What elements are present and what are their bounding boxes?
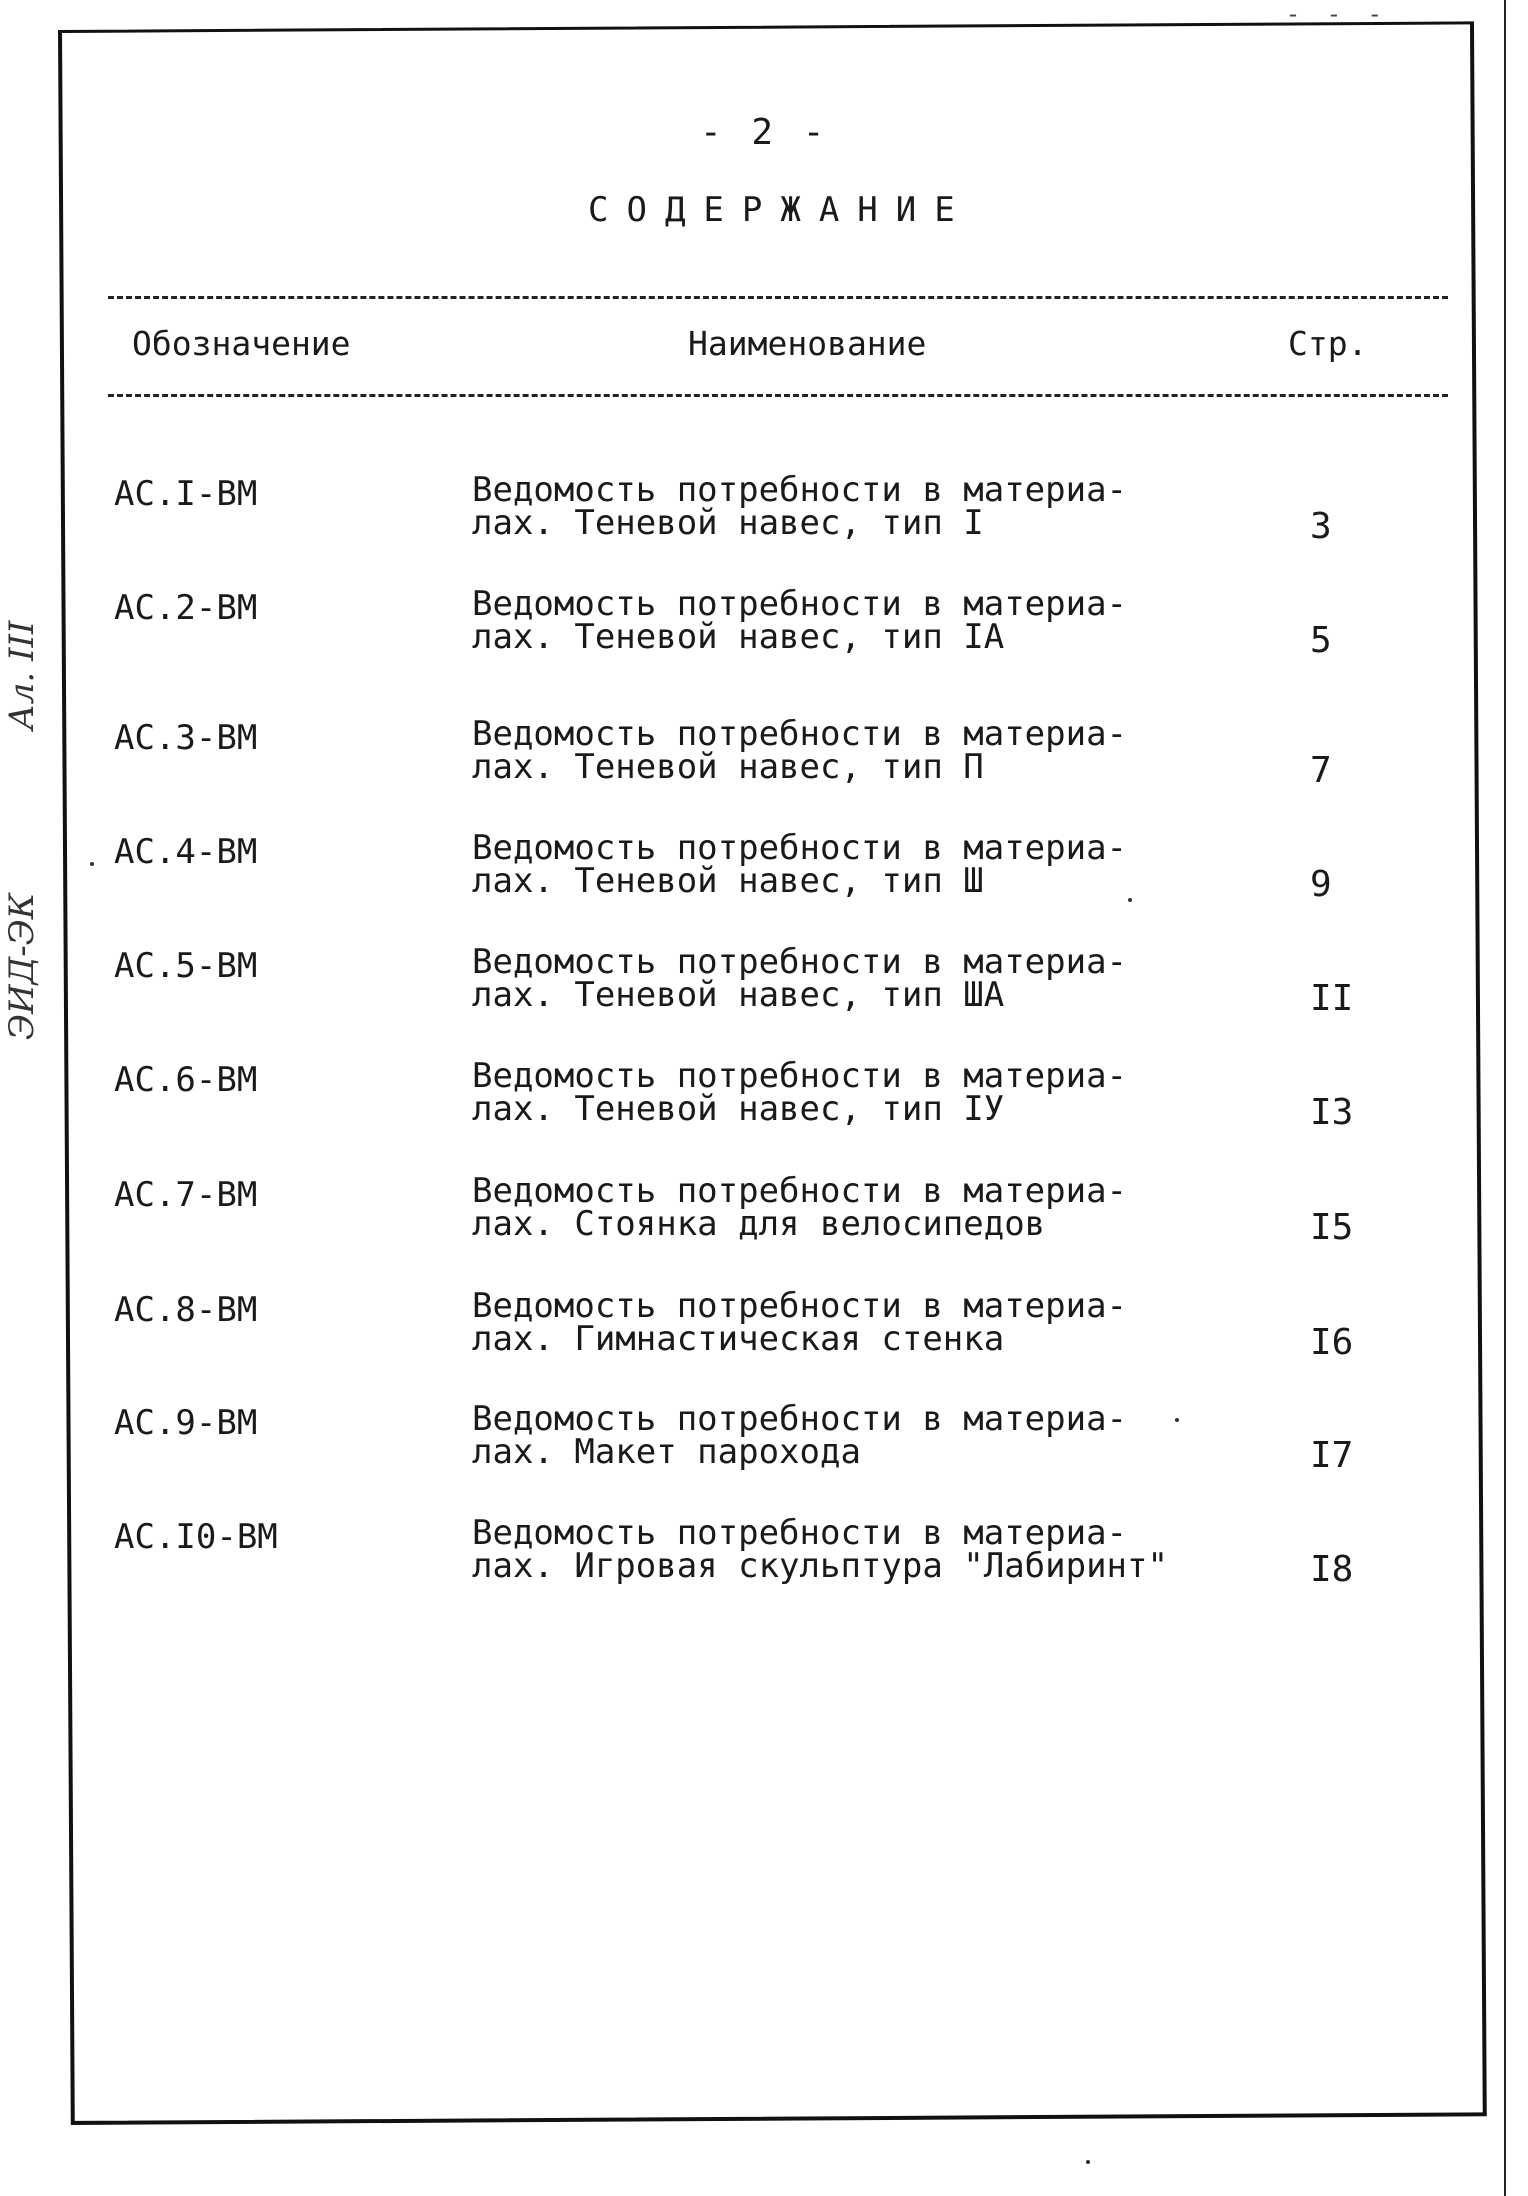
toc-code: АС.2-ВМ xyxy=(114,588,258,628)
toc-row xyxy=(0,1399,1528,1493)
scan-speck xyxy=(1175,1418,1179,1422)
toc-page: I8 xyxy=(1310,1549,1354,1590)
toc-code: АС.6-ВМ xyxy=(114,1060,258,1100)
toc-row xyxy=(0,584,1528,678)
toc-row xyxy=(0,714,1528,808)
toc-page: II xyxy=(1310,978,1354,1019)
toc-row xyxy=(0,828,1528,922)
toc-page: I6 xyxy=(1310,1322,1354,1363)
header-page: Стр. xyxy=(1288,324,1368,363)
toc-code: АС.I0-ВМ xyxy=(114,1517,278,1557)
header-bottom-divider xyxy=(108,394,1448,397)
toc-row xyxy=(0,1513,1528,1607)
toc-page: 3 xyxy=(1310,506,1332,547)
toc-name: Ведомость потребности в материа- лах. Макет парохода xyxy=(472,1399,1128,1472)
toc-page: I7 xyxy=(1310,1435,1354,1476)
toc-name: Ведомость потребности в материа- лах. Теневой навес, тип I xyxy=(472,470,1128,543)
toc-name: Ведомость потребности в материа- лах. Теневой навес, тип IУ xyxy=(472,1056,1128,1129)
toc-name: Ведомость потребности в материа- лах. Гимнастическая стенка xyxy=(472,1286,1128,1359)
toc-page: I5 xyxy=(1310,1207,1354,1248)
toc-name: Ведомость потребности в материа- лах. Стоянка для велосипедов xyxy=(472,1171,1128,1244)
margin-note-top: Ал. III xyxy=(2,620,42,730)
toc-page: I3 xyxy=(1310,1092,1354,1133)
scan-speck xyxy=(1128,898,1132,902)
page-title: СОДЕРЖАНИЕ xyxy=(588,190,973,230)
toc-code: АС.I-ВМ xyxy=(114,474,258,514)
toc-name: Ведомость потребности в материа- лах. Теневой навес, тип IА xyxy=(472,584,1128,657)
toc-page: 9 xyxy=(1310,864,1332,905)
toc-page: 5 xyxy=(1310,620,1332,661)
scan-speck xyxy=(90,862,94,866)
toc-name: Ведомость потребности в материа- лах. Игровая скульптура "Лабиринт" xyxy=(472,1513,1168,1586)
header-code: Обозначение xyxy=(132,324,351,363)
toc-code: АС.3-ВМ xyxy=(114,718,258,758)
margin-note-bottom: ЭИД-ЭК xyxy=(2,892,42,1040)
scan-speck xyxy=(1086,2160,1090,2164)
toc-row xyxy=(0,942,1528,1036)
toc-code: АС.5-ВМ xyxy=(114,946,258,986)
toc-name: Ведомость потребности в материа- лах. Теневой навес, тип П xyxy=(472,714,1128,787)
toc-code: АС.7-ВМ xyxy=(114,1175,258,1215)
toc-row xyxy=(0,1286,1528,1380)
toc-row xyxy=(0,470,1528,564)
header-top-divider xyxy=(108,296,1448,299)
toc-row xyxy=(0,1171,1528,1265)
header-name: Наименование xyxy=(688,324,927,363)
toc-name: Ведомость потребности в материа- лах. Теневой навес, тип ША xyxy=(472,942,1128,1015)
toc-code: АС.9-ВМ xyxy=(114,1403,258,1443)
toc-row xyxy=(0,1056,1528,1150)
toc-code: АС.8-ВМ xyxy=(114,1290,258,1330)
toc-page: 7 xyxy=(1310,750,1332,791)
page-number: - 2 - xyxy=(700,112,829,153)
toc-code: АС.4-ВМ xyxy=(114,832,258,872)
toc-name: Ведомость потребности в материа- лах. Теневой навес, тип Ш xyxy=(472,828,1128,901)
top-scribble: - - - xyxy=(1285,0,1388,28)
